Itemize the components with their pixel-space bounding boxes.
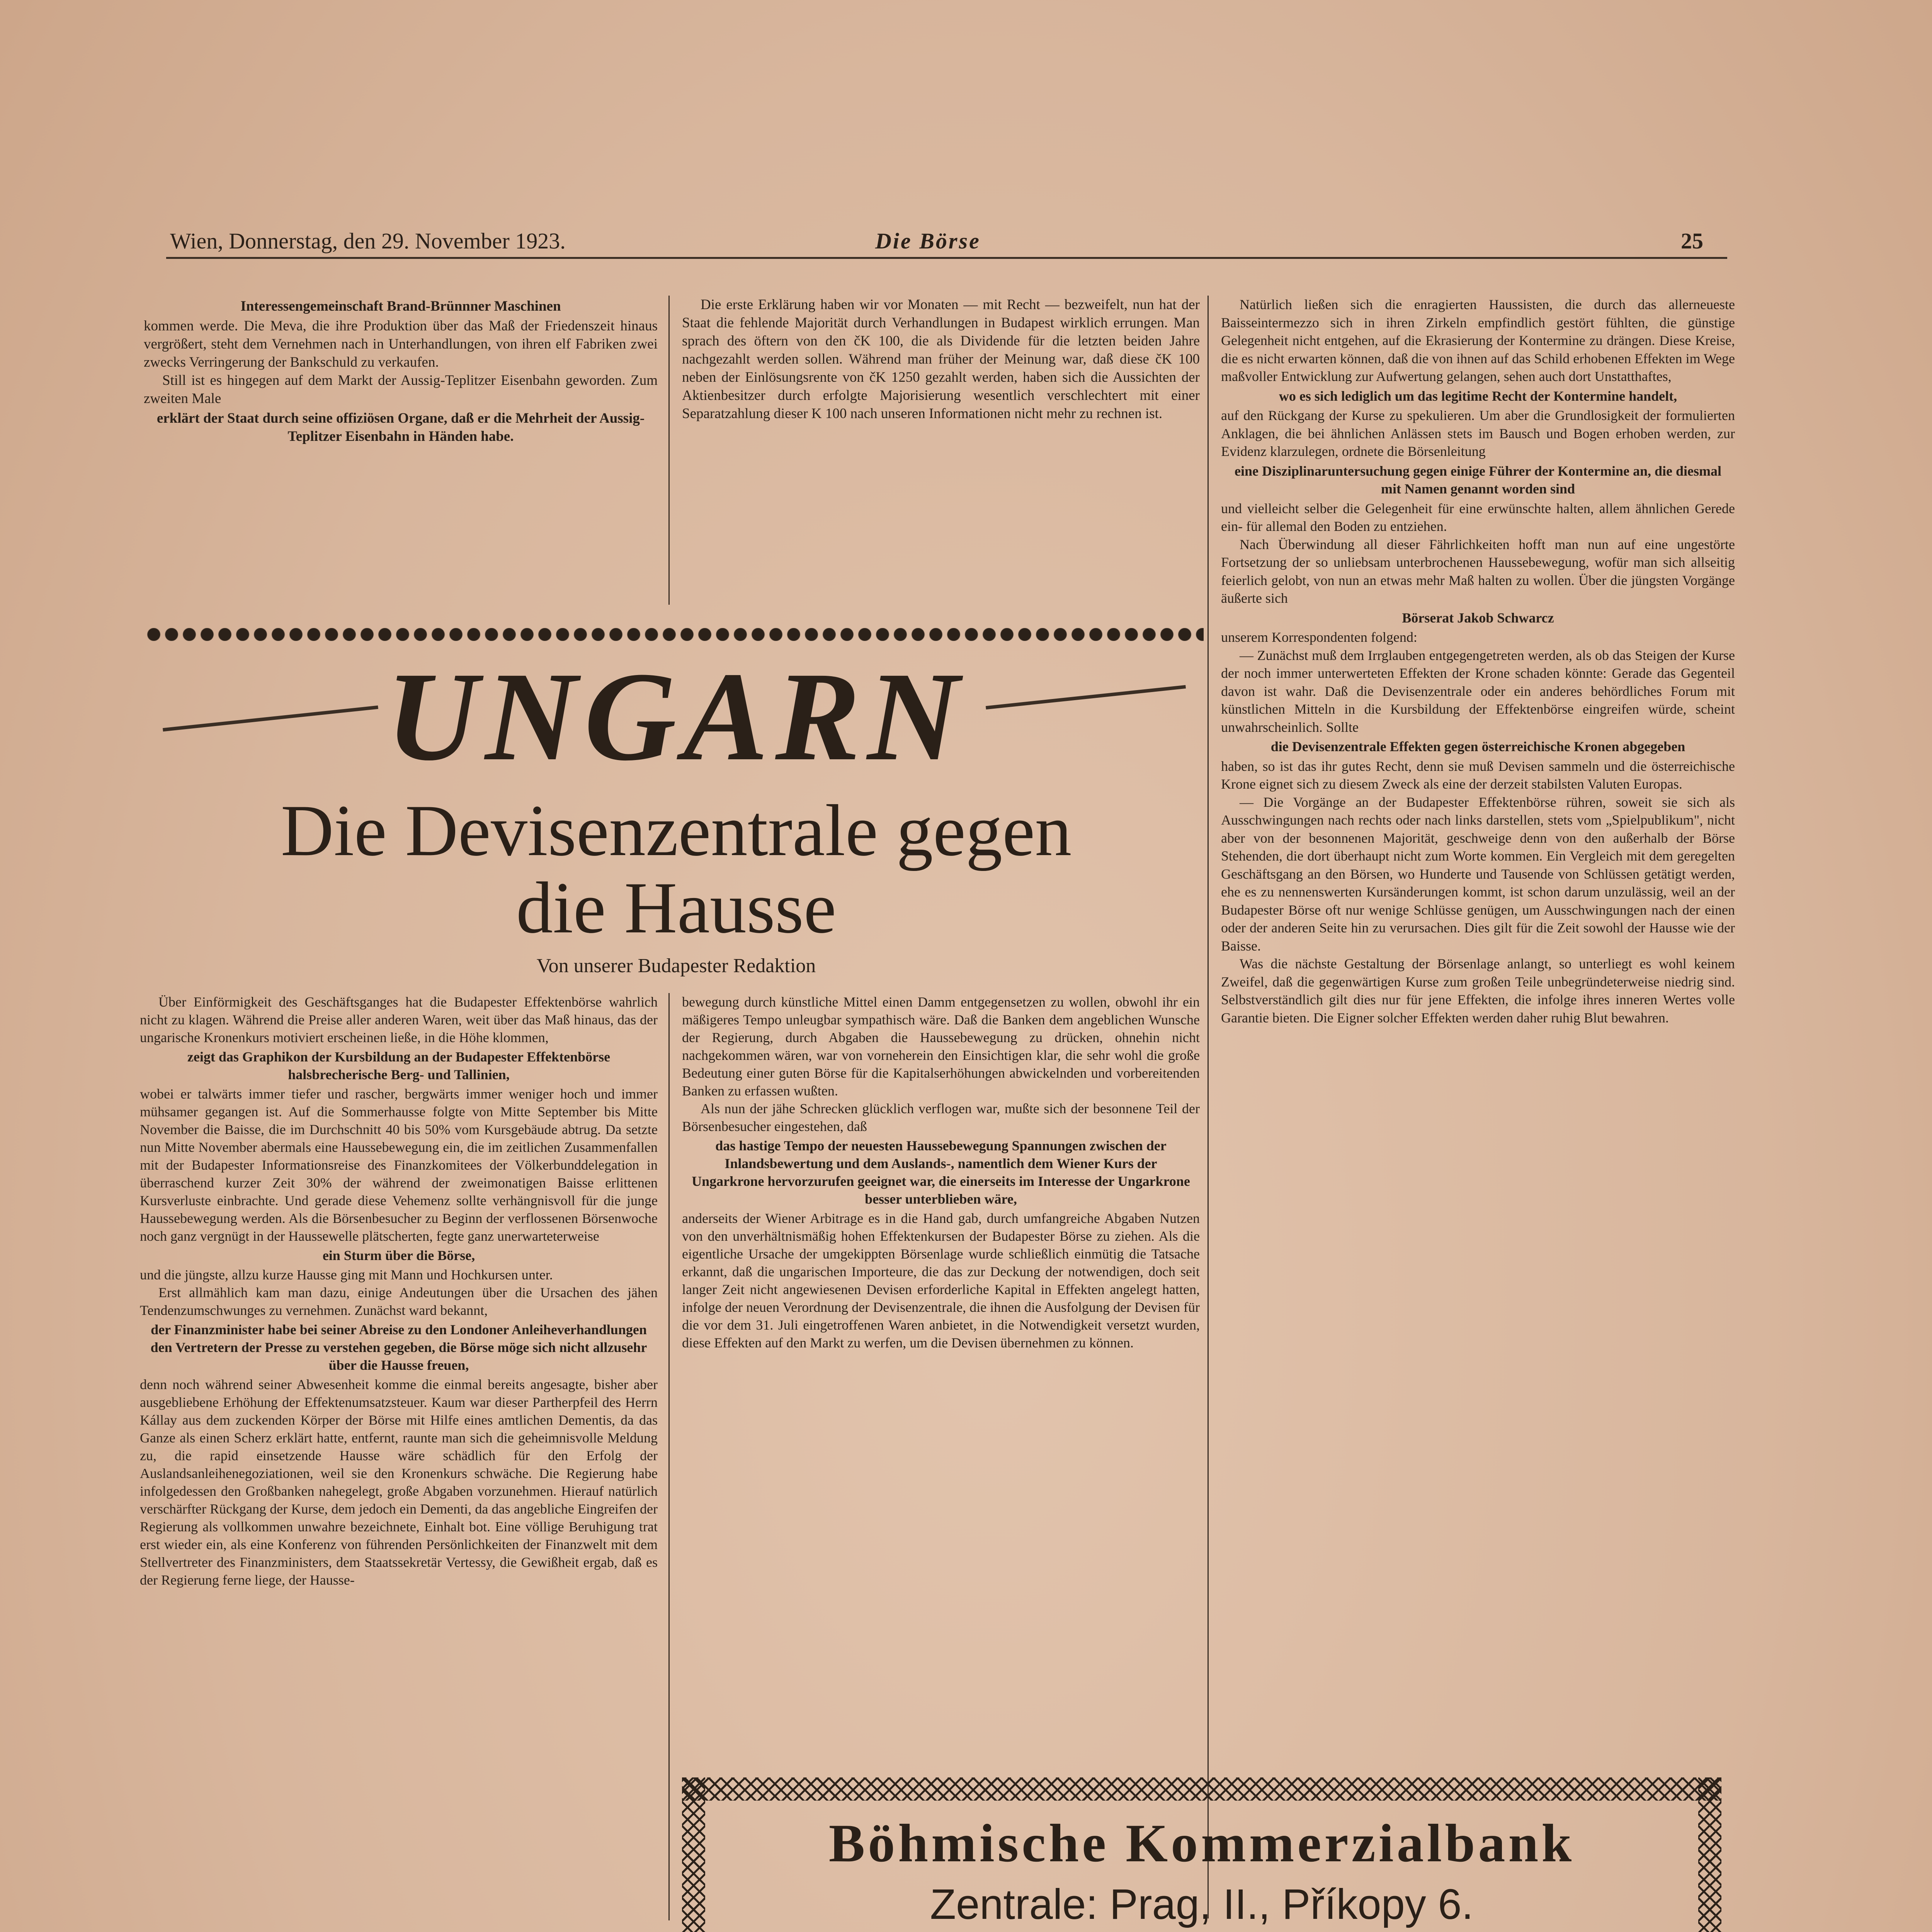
- header-page-number: 25: [1681, 228, 1703, 253]
- right-paragraph: und vielleicht selber die Gelegenheit für eine erwünschte halten, allem ähnlichen Gerede ein- für allemal den Boden zu entziehen.: [1221, 500, 1735, 534]
- right-paragraph: auf den Rückgang der Kurse zu spekulieren. Um aber die Grundlosigkeit der formulierten Anklagen, die bei ähnlichen Anlässen stets im Bausch und Bogen erhoben werden, zur Evidenz klarzulegen, ordnete die Börsenleitung: [1221, 408, 1735, 459]
- article-title: [147, 792, 1206, 947]
- article-left-column: [140, 993, 658, 1589]
- article-paragraph: Über Einförmigkeit des Geschäftsganges hat die Budapester Effektenbörse wahrlich nicht zu klagen. Während die Preise aller anderen Waren, weit über das Maß hinaus, das der ungarische Kronenkurs motiviert erscheinen ließe, in die Höhe klommen,: [140, 994, 658, 1045]
- right-paragraph: — Zunächst muß dem Irrglauben entgegengetreten werden, als ob das Steigen der Kurse der noch immer unterwerteten Effekten der Krone schaden könnte: Gerade das Gegenteil davon ist wahr. Daß die Devisenzentrale oder ein anderes behördliches Forum mit künstlichen Mitteln in die Kursbildung der Effektenbörse eingreifen würde, scheint unwahrscheinlich. Sollte: [1221, 647, 1735, 735]
- article-paragraph: anderseits der Wiener Arbitrage es in die Hand gab, durch umfangreiche Abgaben Nutzen von den unverhältnismäßig hohen Effektenkursen der Budapester Börse zu ziehen. Als die eigentliche Ursache der umgekippten Börsenlage wurde schließlich einmütig die Tatsache erkannt, daß die ungarischen Importeure, die das zur Deckung der notwendigen, doch seit langer Zeit nicht angewiesenen Devisen erforderliche Kapital in Effekten angelegt hatten, infolge der neuen Verordnung der Devisenzentrale, die ihnen die Ausfolgung der Devisen für die vor dem 31. Juli eingetroffenen Waren anbietet, in die Notwendigkeit versetzt wurden, diese Effekten auf den Markt zu werfen, um die Devisen übernehmen zu können.: [682, 1211, 1200, 1350]
- header-date: Wien, Donnerstag, den 29. November 1923.: [170, 228, 566, 253]
- article-bold: der Finanzminister habe bei seiner Abreise zu den Londoner Anleiheverhandlungen den Vertretern der Presse zu verstehen gegeben, die Börse möge sich nicht allzusehr über die Hausse freuen,: [150, 1322, 647, 1373]
- ad-border: [1698, 1777, 1721, 1932]
- right-bold: wo es sich lediglich um das legitime Recht der Kontermine handelt,: [1279, 388, 1677, 404]
- right-bold: Börserat Jakob Schwarcz: [1402, 610, 1554, 626]
- column-divider: [668, 296, 670, 605]
- ad-border: [682, 1777, 705, 1932]
- right-paragraph: Nach Überwindung all dieser Fährlichkeiten hofft man nun auf eine ungestörte Fortsetzung der so unliebsam unterbrochenen Haussebewegung, wofür man sich allseitig feierlich gelobt, von nun an etwas mehr Maß halten zu wollen. Über die jüngsten Vorgänge äußerte sich: [1221, 536, 1735, 606]
- article-kicker: UNGARN: [386, 646, 966, 787]
- right-column: [1221, 296, 1735, 1027]
- article-title-line: die Hausse: [516, 867, 837, 949]
- right-paragraph: unserem Korrespondenten folgend:: [1221, 629, 1417, 645]
- top-middle-paragraph: Die erste Erklärung haben wir vor Monaten — mit Recht — bezweifelt, nun hat der Staat die fehlende Majorität durch Verhandlungen in Budapest wirklich errungen. Man sprach des öftern von den čK 100, die als Dividende für die letzten beiden Jahre nachgezahlt werden sollen. Während man früher der Meinung war, daß diese čK 100 neben der Einlösungsrente von čK 1250 gezahlt werden, haben sich die Aussichten der Aktienbesitzer durch erfolgte Majorisierung wesentlich verschlechtert mit einer Separatzahlung dieser K 100 nach unseren Informationen nicht mehr zu rechnen ist.: [682, 297, 1200, 422]
- ad-bank-name: Böhmische Kommerzialbank: [828, 1813, 1575, 1873]
- top-left-paragraph: Still ist es hingegen auf dem Markt der Aussig-Teplitzer Eisenbahn geworden. Zum zweiten Male: [144, 372, 658, 406]
- ad-boehmische-kommerzialbank: [682, 1777, 1721, 1932]
- article-middle-column: [682, 993, 1200, 1352]
- top-middle-column: [682, 296, 1200, 423]
- article-byline: Von unserer Budapester Redaktion: [536, 955, 816, 977]
- ad-zentrale: Zentrale: Prag, II., Příkopy 6.: [930, 1881, 1474, 1928]
- right-bold: die Devisenzentrale Effekten gegen österreichische Kronen abgegeben: [1270, 739, 1685, 754]
- ad-border: [682, 1777, 1721, 1801]
- article-paragraph: wobei er talwärts immer tiefer und rascher, bergwärts immer weniger hoch und immer mühsamer gegangen ist. Auf die Sommerhausse folgte von Mitte September bis Mitte November die Baisse, die im Durchschnitt 40 bis 50% vom Kursgebäude abtrug. Da setzte nun Mitte November abermals eine Haussebewegung ein, die im zeitlichen Zusammenfallen mit der Budapester Informationsreise des Finanzkomitees der Völkerbunddelegation in überraschend kurzer Zeit 30% der während der zweimonatigen Baisse erlittenen Kursverluste einbrachte. Und gerade diese Vehemenz sollte verhängnisvoll für die junge Haussebewegung werden. Als die Börsenbesucher zu Beginn der verflossenen Börsenwoche noch ganz vergnügt in der Haussewelle plätscherten, fegte ganz unerwarteterweise: [140, 1086, 658, 1244]
- article-bold: das hastige Tempo der neuesten Haussebewegung Spannungen zwischen der Inlandsbewertung und dem Auslands-, namentlich dem Wiener Kurs der Ungarkrone hervorzurufen geeignet war, die einerseits im Interesse der Ungarkrone besser unterblieben wäre,: [692, 1138, 1190, 1207]
- top-left-bold: erklärt der Staat durch seine offiziösen Organe, daß er die Mehrheit der Aussig-Teplitzer Eisenbahn in Händen habe.: [156, 410, 645, 444]
- right-paragraph: Was die nächste Gestaltung der Börsenlage anlangt, so unterliegt es wohl keinem Zweifel, daß die gegenwärtigen Kurse zum großen Teile unbegründeterweise niedrig sind. Selbstverständlich gilt dies nur für jene Effekten, die infolge ihres inneren Wertes volle Garantie bieten. Die Eigner solcher Effekten werden daher ruhig Blut bewahren.: [1221, 956, 1735, 1026]
- article-paragraph: denn noch während seiner Abwesenheit komme die einmal bereits angesagte, bisher aber ausgebliebene Erhöhung der Effektenumsatzsteuer. Kaum war dieser Partherpfeil des Herrn Kállay aus dem zuckenden Körper der Börse mit Hilfe eines amtlichen Dementis, da das Ganze als einen Scherz erklärt hatte, entfernt, raunte man sich die geheimnisvolle Meldung zu, die rapid einsetzende Hausse wäre schädlich für den Erfolg der Auslandsanleihenegoziationen, weil sie den Kronenkurs schwäche. Die Regierung habe infolgedessen den Großbanken nahegelegt, große Abgaben vorzunehmen. Hierauf natürlich verschärfter Rückgang der Kurse, dem jedoch ein Dementi, da das angebliche Eingreifen der Regierung als vollkommen unwahre bezeichnete, Einhalt bot. Eine völlige Beruhigung trat erst wieder ein, als eine Konferenz von führenden Persönlichkeiten der Finanzwelt mit dem Stellvertreter des Finanzministers, dem Staatssekretär Vertessy, die Gewißheit ergab, daß es der Regierung ferne liege, der Hausse-: [140, 1377, 658, 1588]
- article-bold: zeigt das Graphikon der Kursbildung an der Budapester Effektenbörse halsbrecherische Berg- und Tallinien,: [187, 1049, 611, 1082]
- top-left-column: [144, 296, 658, 447]
- column-divider: [668, 993, 670, 1920]
- article-paragraph: Erst allmählich kam man dazu, einige Andeutungen über die Ursachen des jähen Tendenzumschwunges zu vernehmen. Zunächst ward bekannt,: [140, 1285, 658, 1318]
- article-bold: ein Sturm über die Börse,: [322, 1248, 475, 1263]
- right-paragraph: Natürlich ließen sich die enragierten Haussisten, die durch das allerneueste Baisseintermezzo sich in ihren Zirkeln empfindlich gestört fühlten, die günstige Gelegenheit nicht entgehen, auf die Ekrasierung der Kontermine zu drängen. Diese Kreise, die es nicht erwarten können, daß die von ihnen auf das Schild erhobenen Effekten im Wege maßvoller Entwicklung zur Aufwertung gelangen, sehen auch dort Unstatthaftes,: [1221, 297, 1735, 384]
- top-left-paragraph: kommen werde. Die Meva, die ihre Produktion über das Maß der Friedenszeit hinaus vergrößert, steht dem Vernehmen nach in Unterhandlungen, von ihren elf Fabriken zwei zwecks Verringerung der Bankschuld zu verkaufen.: [144, 318, 658, 370]
- article-paragraph: bewegung durch künstliche Mittel einen Damm entgegensetzen zu wollen, obwohl ihr ein mäßigeres Tempo unleugbar sympathisch wäre. Daß die Banken dem angeblichen Wunsche der Regierung, durch Abgaben die Haussebewegung zu drücken, ohnehin nicht nachgekommen wären, war von vorneherein den Einsichtigen klar, die sehr wohl die große Bedeutung einer guten Börse für die Kapitalserhöhungen abwickelnden und vorbereitenden Banken zu erfassen wußten.: [682, 994, 1200, 1099]
- header-rule: [166, 257, 1727, 259]
- article-paragraph: Als nun der jähe Schrecken glücklich verflogen war, mußte sich der besonnene Teil der Börsenbesucher eingestehen, daß: [682, 1101, 1200, 1134]
- right-paragraph: haben, so ist das ihr gutes Recht, denn sie muß Devisen sammeln und die österreichische Krone eignet sich zu diesem Zweck als eine der derzeit stabilsten Valuten Europas.: [1221, 758, 1735, 792]
- article-paragraph: und die jüngste, allzu kurze Hausse ging mit Mann und Hochkursen unter.: [140, 1267, 553, 1282]
- dotted-separator: [145, 628, 1204, 641]
- right-paragraph: — Die Vorgänge an der Budapester Effektenbörse rühren, soweit sie sich als Ausschwingungen nach rechts oder nach links darstellen, stets vom „Spielpublikum", nicht aber von der besonnenen Majorität, geschweige denn von den außerhalb der Börse Stehenden, die dort überhaupt nicht zum Worte kommen. Ein Vergleich mit dem geregelten Geschäftsgang an den Börsen, wo Hunderte und Tausende von Schlüssen getätigt werden, ehe es zu nennenswerten Kursänderungen kommt, ist schon darum unzulässig, weil an der Budapester Börse oft nur wenige Schlüsse genügen, um Ausschwingungen nach der einen oder der anderen Seite hin zu verursachen. Dies gilt für die Zeit sowohl der Hausse wie der Baisse.: [1221, 794, 1735, 954]
- column-divider: [1208, 296, 1209, 1918]
- right-bold: eine Disziplinaruntersuchung gegen einige Führer der Kontermine an, die diesmal mit Namen genannt worden sind: [1235, 463, 1721, 497]
- header-masthead: Die Börse: [875, 228, 981, 253]
- article-title-line: Die Devisenzentrale gegen: [281, 790, 1072, 871]
- top-left-heading: Interessengemeinschaft Brand-Brünnner Maschinen: [240, 298, 561, 314]
